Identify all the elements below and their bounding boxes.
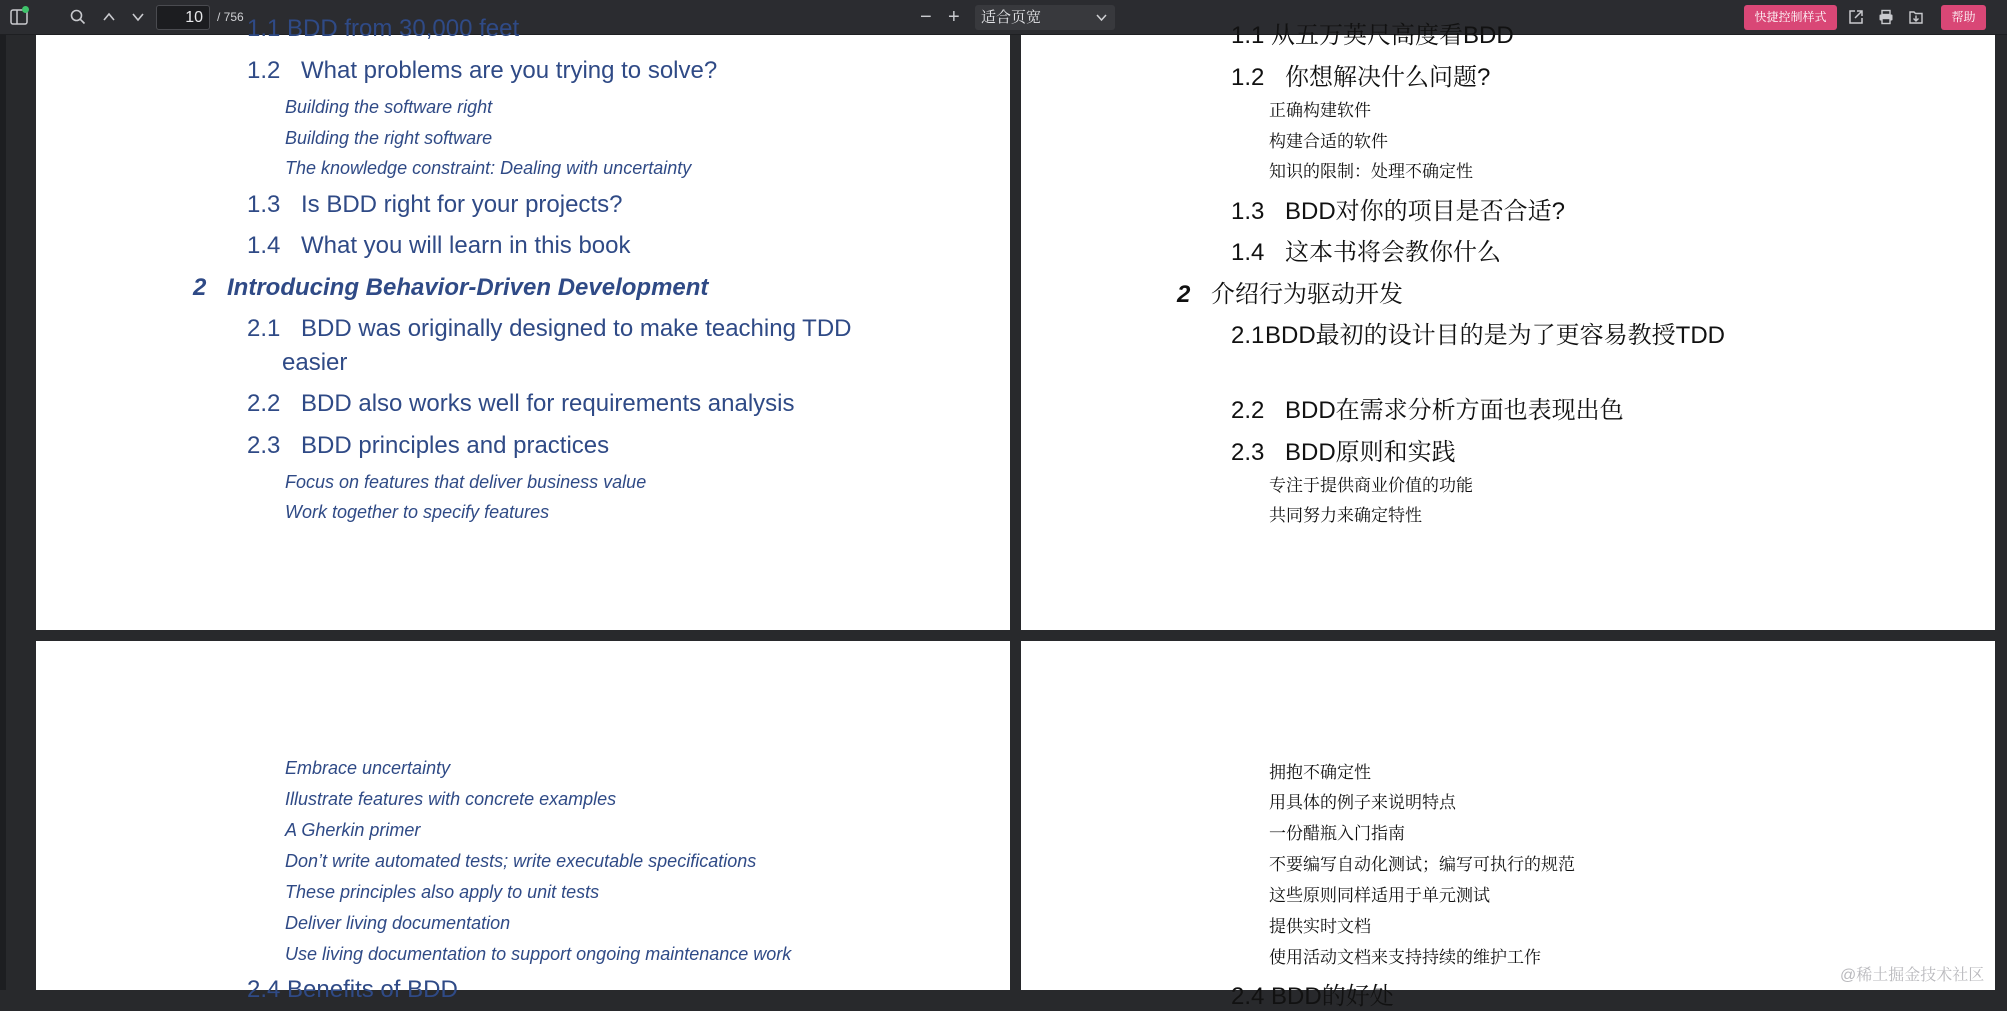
section-title: What problems are you trying to solve? <box>301 57 718 84</box>
section-title: 这本书将会教你什么 <box>1285 239 1501 266</box>
print-icon[interactable] <box>1878 9 1894 25</box>
open-external-icon[interactable] <box>1848 9 1864 25</box>
zoom-in-button[interactable]: + <box>948 6 960 28</box>
section-title: BDD principles and practices <box>301 432 610 459</box>
toc-entry[interactable] <box>1231 315 1725 350</box>
chapter-title: 介绍行为驱动开发 <box>1211 281 1403 308</box>
toc-subentry[interactable]: 知识的限制：处理不确定性 <box>1269 162 1473 181</box>
toc-entry[interactable] <box>247 432 609 460</box>
toc-subentry[interactable]: 使用活动文档来支持持续的维护工作 <box>1269 948 1541 967</box>
toc-subentry[interactable]: 提供实时文档 <box>1269 917 1371 936</box>
section-number: 2.1 <box>1231 322 1265 349</box>
section-title: What you will learn in this book <box>301 232 631 259</box>
toc-subentry[interactable]: Use living documentation to support ongoing maintenance work <box>285 944 792 964</box>
zoom-select-value: 适合页宽 <box>981 9 1042 26</box>
toc-subentry[interactable]: 用具体的例子来说明特点 <box>1269 793 1456 812</box>
toc-chapter[interactable] <box>1177 274 1403 309</box>
section-number: 2.1 <box>247 315 281 342</box>
zoom-out-button[interactable]: − <box>920 6 932 28</box>
previous-page-icon[interactable] <box>101 9 117 25</box>
section-title-continuation: easier <box>282 349 348 376</box>
toc-subentry[interactable]: Embrace uncertainty <box>285 758 451 778</box>
section-number: 1.4 <box>1231 239 1265 266</box>
toc-entry[interactable] <box>247 191 622 219</box>
chapter-number: 2 <box>1177 281 1191 308</box>
section-number: 2.3 <box>247 432 281 459</box>
toc-entry[interactable] <box>1231 57 1490 92</box>
status-dot <box>22 6 29 13</box>
toc-entry[interactable] <box>1231 432 1456 467</box>
pdf-page-chinese-top <box>1021 22 1995 630</box>
section-number: 1.4 <box>247 232 281 259</box>
section-number: 2.2 <box>247 390 281 417</box>
section-number: 1.2 <box>247 57 281 84</box>
page-total: / 756 <box>217 10 244 24</box>
toc-entry[interactable] <box>247 390 795 418</box>
pdf-page-english-bottom <box>36 641 1010 1003</box>
toc-chapter[interactable] <box>193 274 708 302</box>
toc-entry[interactable] <box>1231 390 1624 425</box>
chapter-title: Introducing Behavior-Driven Development <box>227 274 709 301</box>
toc-entry[interactable] <box>1231 232 1501 267</box>
toc-entry[interactable] <box>1231 191 1565 226</box>
toc-entry-cut[interactable]: 1.1 BDD from 30,000 feet <box>247 15 520 42</box>
toc-subentry[interactable]: The knowledge constraint: Dealing with uncertainty <box>285 158 692 178</box>
section-number: 2.3 <box>1231 439 1265 466</box>
download-icon[interactable] <box>1908 9 1924 25</box>
toc-subentry[interactable]: These principles also apply to unit tests <box>285 882 600 902</box>
section-title: BDD在需求分析方面也表现出色 <box>1285 397 1624 424</box>
pdf-page-chinese-bottom <box>1021 641 1995 1010</box>
help-button[interactable]: 帮助 <box>1941 5 1986 30</box>
toc-subentry[interactable]: 这些原则同样适用于单元测试 <box>1269 886 1490 905</box>
section-title: 你想解决什么问题? <box>1285 64 1491 91</box>
section-title: BDD原则和实践 <box>1285 439 1456 466</box>
section-title: BDD also works well for requirements analysis <box>301 390 795 417</box>
search-icon[interactable] <box>70 9 86 25</box>
toc-subentry[interactable]: 不要编写自动化测试；编写可执行的规范 <box>1269 855 1575 874</box>
toc-subentry[interactable]: Work together to specify features <box>285 502 550 522</box>
toc-entry-cut[interactable]: 2.4 BDD的好处 <box>1231 983 1394 1010</box>
toc-subentry[interactable]: Focus on features that deliver business value <box>285 472 647 492</box>
toc-subentry[interactable]: Building the right software <box>285 128 493 148</box>
toc-entry[interactable] <box>247 57 717 85</box>
toc-subentry[interactable]: 共同努力来确定特性 <box>1269 506 1422 525</box>
left-edge-bar <box>0 35 6 990</box>
section-number: 2.2 <box>1231 397 1265 424</box>
toc-entry[interactable] <box>247 232 630 260</box>
section-number: 1.2 <box>1231 64 1265 91</box>
section-number: 1.3 <box>1231 198 1265 225</box>
zoom-select[interactable] <box>975 5 1115 30</box>
toc-subentry[interactable]: Building the software right <box>285 97 493 117</box>
toc-entry[interactable] <box>247 315 852 343</box>
section-title: BDD was originally designed to make teaching TDD <box>301 315 852 342</box>
toc-subentry[interactable]: Illustrate features with concrete examples <box>285 789 617 809</box>
next-page-icon[interactable] <box>130 9 146 25</box>
page-number-input[interactable] <box>156 5 210 30</box>
chapter-number: 2 <box>193 274 207 301</box>
toc-subentry[interactable]: 拥抱不确定性 <box>1269 763 1371 782</box>
toc-subentry[interactable]: A Gherkin primer <box>285 820 421 840</box>
toc-subentry[interactable]: Deliver living documentation <box>285 913 511 933</box>
section-title: BDD最初的设计目的是为了更容易教授TDD <box>1265 322 1725 349</box>
toc-subentry[interactable]: 一份醋瓶入门指南 <box>1269 824 1405 843</box>
toc-entry-cut[interactable]: 2.4 Benefits of BDD <box>247 976 458 1003</box>
section-title: Is BDD right for your projects? <box>301 191 623 218</box>
quick-style-button[interactable]: 快捷控制样式 <box>1744 5 1837 30</box>
toc-subentry[interactable]: 正确构建软件 <box>1269 101 1371 120</box>
toc-subentry[interactable]: 构建合适的软件 <box>1269 132 1388 151</box>
section-number: 1.3 <box>247 191 281 218</box>
watermark: @稀土掘金技术社区 <box>1840 967 1985 984</box>
toc-subentry[interactable]: 专注于提供商业价值的功能 <box>1269 476 1473 495</box>
toc-subentry[interactable]: Don’t write automated tests; write executable specifications <box>285 851 757 871</box>
section-title: BDD对你的项目是否合适? <box>1285 198 1566 225</box>
toc-entry-cut[interactable]: 1.1 从五万英尺高度看BDD <box>1231 22 1514 49</box>
